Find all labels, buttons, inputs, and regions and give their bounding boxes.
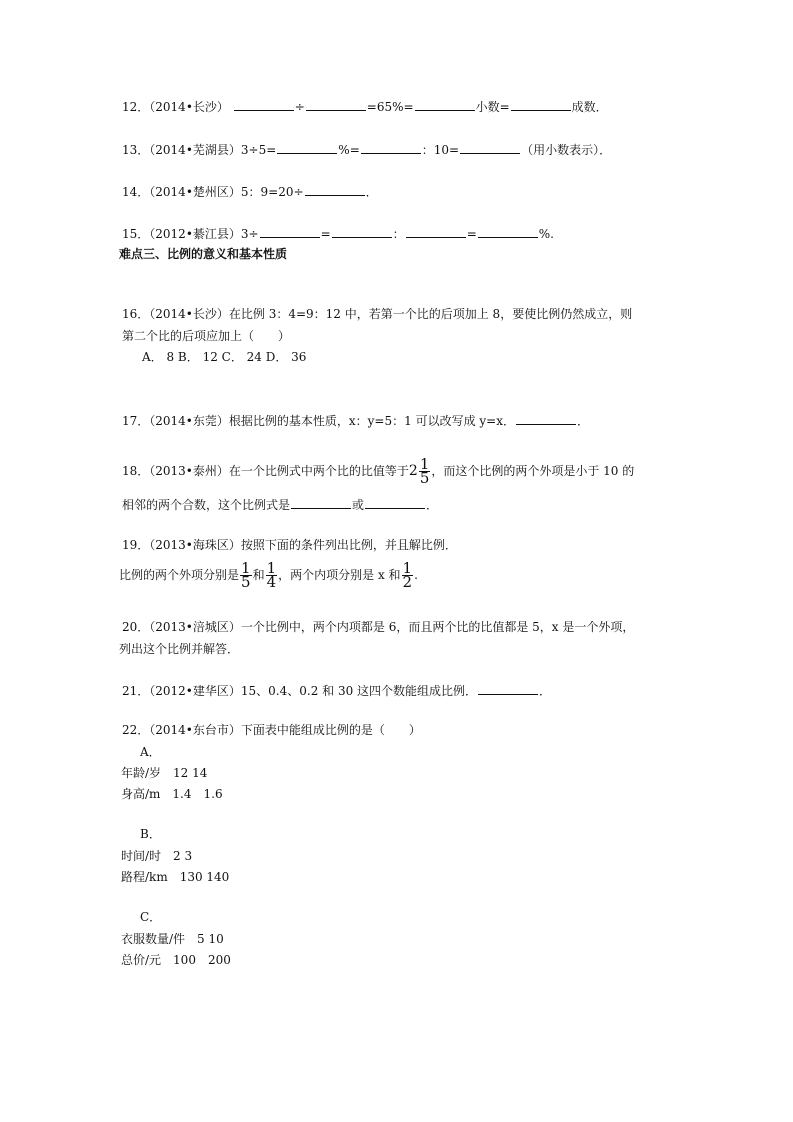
question-16-options: A． 8 B． 12 C． 24 D． 36 [142,350,307,364]
q19-mid: ，两个内项分别是 x 和 [278,568,401,582]
q19-f3-num: 1 [402,559,413,577]
q22-option-a-row-2: 身高/m 1.4 1.6 [121,787,223,801]
q21-text: 21．（2012•建华区）15、0.4、0.2 和 30 这四个数能组成比例． [122,684,478,698]
q13-source: （2014•芜湖县） [149,143,241,157]
q19-f2-den: 4 [266,573,277,591]
q13-number: 13． [122,143,150,157]
q15-source: （2012•綦江县） [149,227,241,241]
q15-blank-1 [260,225,320,238]
q22-option-b-label: B． [140,827,161,841]
question-14 [122,183,378,200]
q12-equals-percent: =65%= [366,100,414,114]
question-17 [122,412,589,429]
q17-text: 17．（2014•东莞）根据比例的基本性质，x：y=5：1 可以改写成 y=x． [122,414,515,428]
q19-end: . [414,568,418,582]
q19-and: 和 [252,568,265,582]
q15-blank-2 [332,225,392,238]
q18-pre: 18．（2013•泰州）在一个比例式中两个比的比值等于 [122,464,409,478]
q14-end: ． [365,185,378,199]
q12-divide: ÷ [294,100,305,114]
q18-mixed-integer: 2 [408,463,418,479]
question-19-line-2 [119,560,418,590]
q15-number: 15． [122,227,150,241]
q15-eq2: = [466,227,477,241]
q18-fraction [419,455,431,487]
q18-end: ． [426,498,439,512]
question-16-line-1: 16．（2014•长沙）在比例 3：4=9：12 中，若第一个比的后项加上 8，要使比例仍然成立，则 [122,307,633,321]
q13-percent: %= [338,143,360,157]
q22-option-a-row-1: 年龄/岁 12 14 [121,766,208,780]
q22-option-b-row-2: 路程/km 130 140 [121,870,230,884]
q13-blank-2 [361,141,421,154]
q22-option-c-row-2: 总价/元 100 200 [121,953,231,967]
q19-f2-num: 1 [266,559,277,577]
q18-post: ，而这个比例的两个外项是小于 10 的 [431,464,635,478]
q12-blank-4 [511,98,571,111]
question-12 [122,98,608,115]
question-20-line-1: 20．（2013•涪城区）一个比例中，两个内项都是 6，而且两个比的比值都是 5，x 是一个外项， [122,620,635,634]
q18-blank-1 [291,496,351,509]
q22-option-c-label: C． [140,910,162,924]
q12-number: 12． [122,100,150,114]
q22-option-a-label: A． [140,745,161,759]
q18-blank-2 [365,496,425,509]
q15-percent: %. [538,227,554,241]
q12-blank-3 [415,98,475,111]
question-18-line-2 [122,496,438,513]
q13-blank-3 [460,141,520,154]
q18-or: 或 [352,498,365,512]
q13-ratio: ：10= [421,143,460,157]
q14-blank-1 [305,183,365,196]
q15-eq1: = [320,227,331,241]
q14-number: 14． [122,185,150,199]
question-21 [122,682,551,699]
q19-fraction-3 [402,559,414,591]
q22-option-b-row-1: 时间/时 2 3 [121,849,193,863]
q19-fraction-1 [240,559,252,591]
q18-numerator: 1 [419,455,430,473]
question-18-line-1 [122,456,634,486]
q15-expr: 3÷ [240,227,259,241]
q15-blank-4 [478,225,538,238]
question-13 [122,141,611,158]
q14-source: （2014•楚州区） [149,185,241,199]
q12-tenths-label: 成数． [571,100,608,114]
q12-source: （2014•长沙） [149,100,229,114]
q12-decimal-label: 小数= [475,100,510,114]
q19-f1-num: 1 [241,559,251,577]
question-16-line-2: 第二个比的后项应加上（ ） [122,329,291,343]
q12-blank-1 [234,98,294,111]
q21-blank [478,682,538,695]
q19-fraction-2 [266,559,278,591]
q21-end: ． [539,684,552,698]
q17-end: ． [577,414,590,428]
q13-blank-1 [277,141,337,154]
q13-expr: 3÷5= [240,143,277,157]
q18-denominator: 5 [419,469,430,487]
q13-note: （用小数表示）． [521,143,612,157]
question-20-line-2: 列出这个比例并解答． [119,642,240,656]
q12-blank-2 [306,98,366,111]
q22-option-c-row-1: 衣服数量/件 5 10 [121,932,224,946]
q15-colon: ： [392,227,405,241]
question-15 [122,225,554,242]
q15-blank-3 [406,225,466,238]
question-19-line-1: 19．（2013•海珠区）按照下面的条件列出比例，并且解比例． [122,538,457,552]
q19-pre: 比例的两个外项分别是 [119,568,240,582]
question-22: 22．（2014•东台市）下面表中能组成比例的是（ ） [122,723,421,737]
q18-line2-text: 相邻的两个合数，这个比例式是 [122,498,291,512]
section-heading: 难点三、比例的意义和基本性质 [119,247,288,261]
q17-blank [516,412,576,425]
q19-f3-den: 2 [402,573,413,591]
q14-expr: 5：9=20÷ [240,185,304,199]
q19-f1-den: 5 [241,573,251,591]
